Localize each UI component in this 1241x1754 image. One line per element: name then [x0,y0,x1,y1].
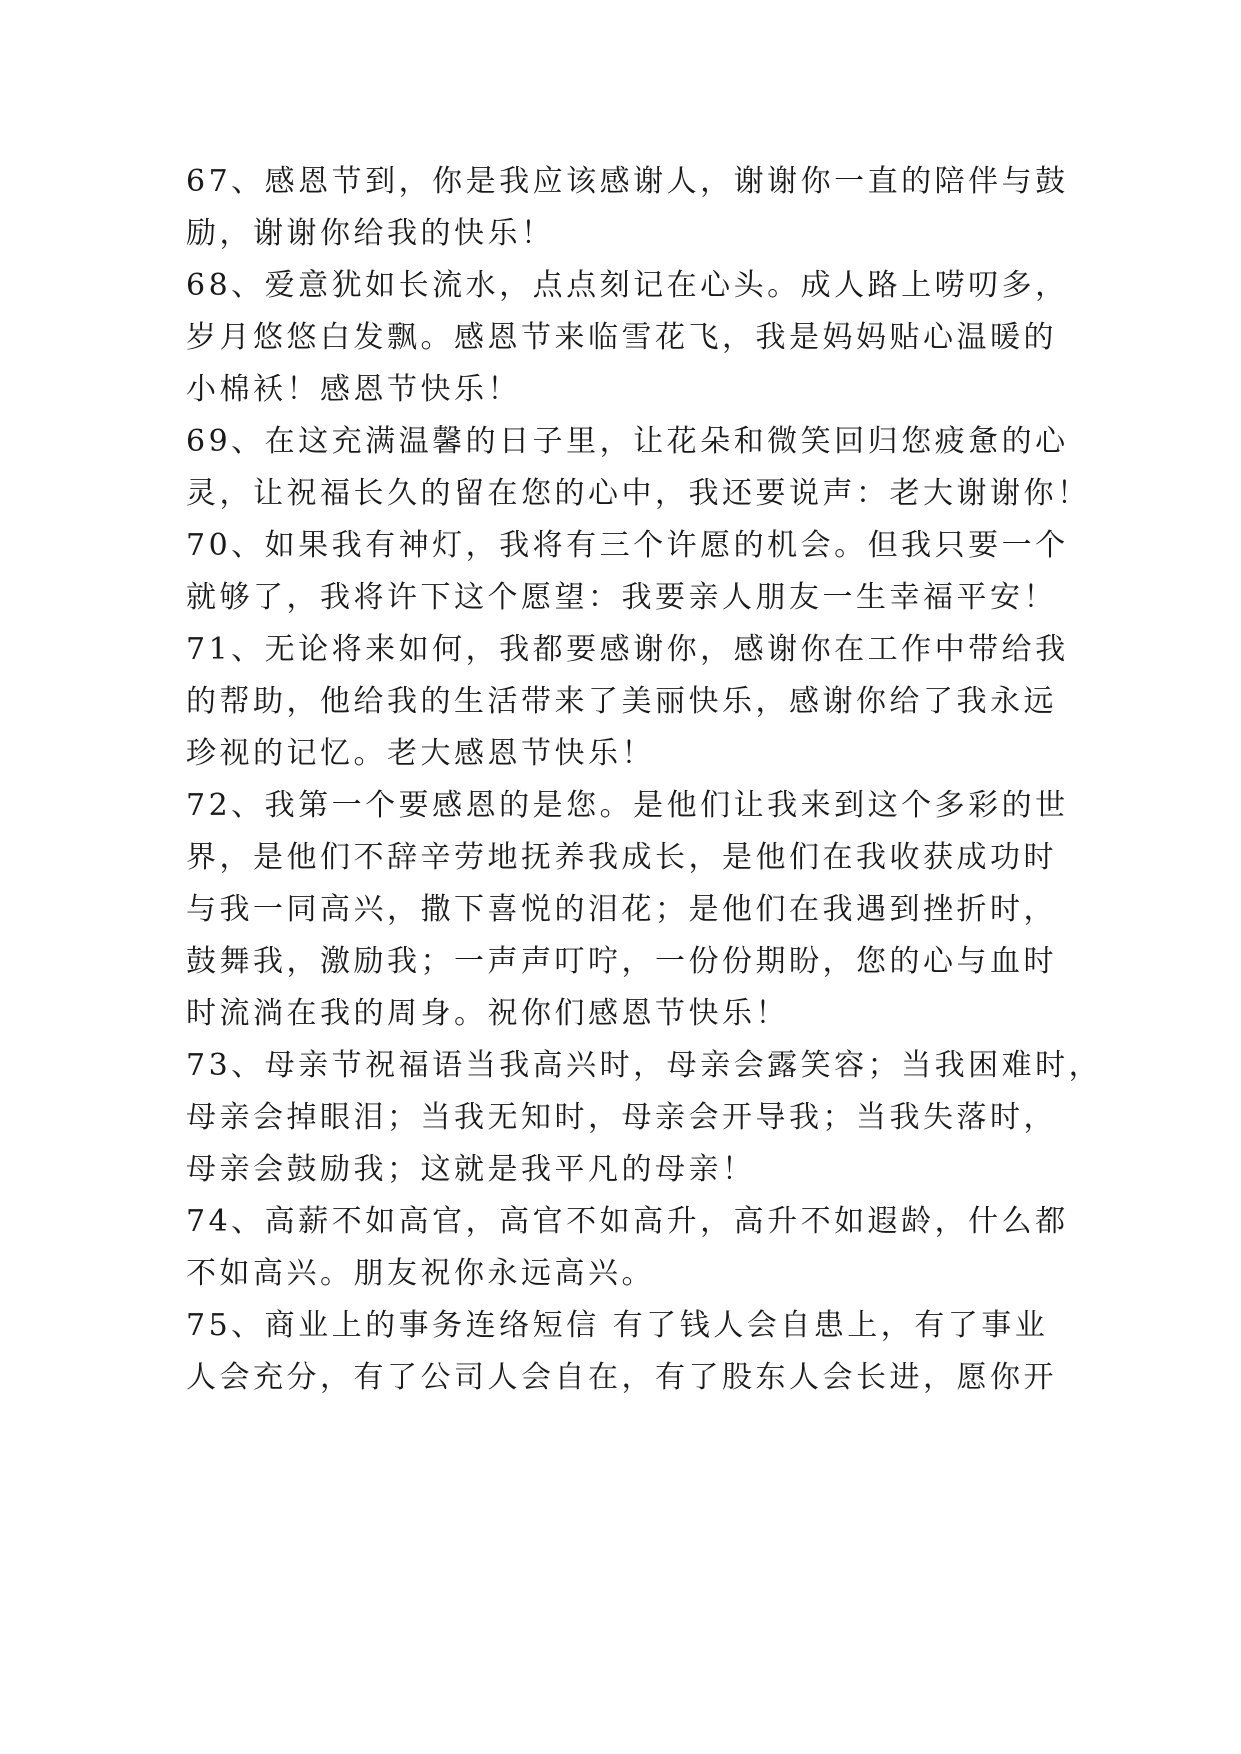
text-line: 鼓舞我，激励我；一声声叮咛，一份份期盼，您的心与血时 [186,944,1057,979]
text-line: 72、我第一个要感恩的是您。是他们让我来到这个多彩的世 [186,788,1069,823]
text-line: 灵，让祝福长久的留在您的心中，我还要说声：老大谢谢你！ [186,476,1091,511]
text-line: 就够了，我将许下这个愿望：我要亲人朋友一生幸福平安！ [186,580,1057,615]
text-line: 69、在这充满温馨的日子里，让花朵和微笑回归您疲惫的心 [186,424,1069,459]
text-line: 岁月悠悠白发飘。感恩节来临雪花飞，我是妈妈贴心温暖的 [186,320,1057,355]
text-line: 75、商业上的事务连络短信 有了钱人会自患上，有了事业 [186,1308,1049,1343]
text-line: 74、高薪不如高官，高官不如高升，高升不如遐龄，什么都 [186,1204,1069,1239]
text-line: 68、爱意犹如长流水，点点刻记在心头。成人路上唠叨多， [186,268,1069,303]
text-line: 母亲会掉眼泪；当我无知时，母亲会开导我；当我失落时， [186,1100,1057,1135]
text-line: 珍视的记忆。老大感恩节快乐！ [186,736,655,771]
text-line: 小棉袄！感恩节快乐！ [186,372,521,407]
text-line: 71、无论将来如何，我都要感谢你，感谢你在工作中带给我 [186,632,1069,667]
text-line: 与我一同高兴，撒下喜悦的泪花；是他们在我遇到挫折时， [186,892,1057,927]
text-line: 67、感恩节到，你是我应该感谢人，谢谢你一直的陪伴与鼓 [186,164,1069,199]
text-line: 73、母亲节祝福语当我高兴时，母亲会露笑容；当我困难时， [186,1048,1103,1083]
text-line: 70、如果我有神灯，我将有三个许愿的机会。但我只要一个 [186,528,1069,563]
text-line: 人会充分，有了公司人会自在，有了股东人会长进，愿你开 [186,1360,1057,1395]
text-line: 不如高兴。朋友祝你永远高兴。 [186,1256,655,1291]
text-line: 励，谢谢你给我的快乐！ [186,216,555,251]
document-body [186,156,1103,1404]
text-line: 时流淌在我的周身。祝你们感恩节快乐！ [186,996,789,1031]
text-line: 母亲会鼓励我；这就是我平凡的母亲！ [186,1152,756,1187]
text-line: 的帮助，他给我的生活带来了美丽快乐，感谢你给了我永远 [186,684,1057,719]
text-line: 界，是他们不辞辛劳地抚养我成长，是他们在我收获成功时 [186,840,1057,875]
